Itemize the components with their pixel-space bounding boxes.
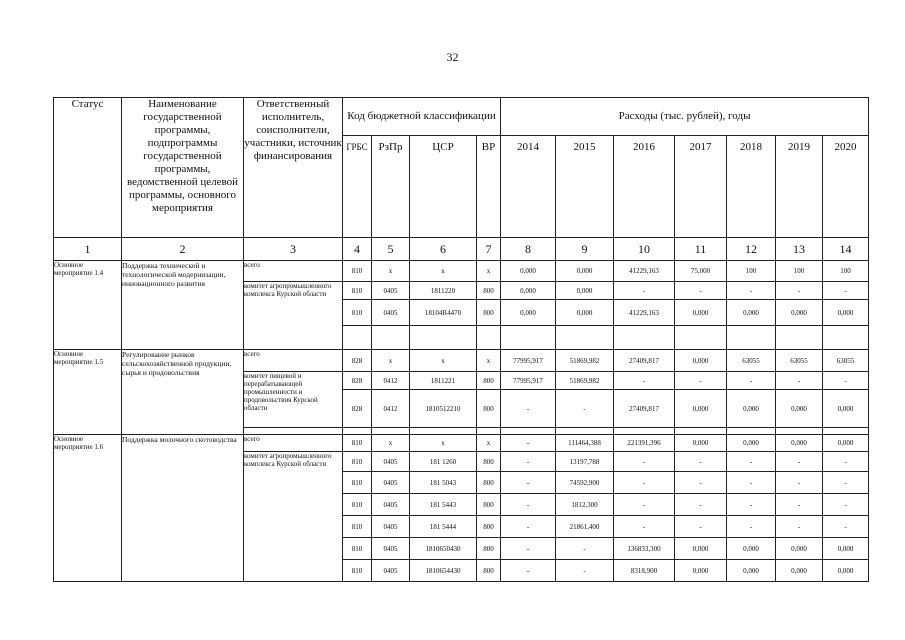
value-cell: 0,000 (727, 538, 776, 560)
value-cell: 0,000 (823, 560, 869, 582)
grbs-cell: 828 (343, 390, 372, 428)
value-cell: 21861,400 (556, 516, 614, 538)
value-cell: - (727, 494, 776, 516)
header-responsible: Ответственный исполнитель, соисполнители, участники, источник финансирования (244, 98, 343, 238)
csr-cell: х (410, 350, 477, 372)
vr-cell: х (477, 261, 501, 282)
value-cell: 13197,788 (556, 452, 614, 472)
value-cell: - (727, 452, 776, 472)
value-cell: - (614, 472, 675, 494)
value-cell: - (614, 494, 675, 516)
column-number: 10 (614, 238, 675, 261)
value-cell: 0,000 (675, 390, 727, 428)
grbs-cell: 810 (343, 516, 372, 538)
value-cell: 0,000 (776, 390, 823, 428)
value-cell: 0,000 (776, 435, 823, 452)
grbs-cell: 810 (343, 494, 372, 516)
column-number: 1 (54, 238, 122, 261)
rzpr-cell: х (372, 435, 410, 452)
value-cell: - (823, 472, 869, 494)
header-year: 2017 (675, 136, 727, 238)
group-status: Основное мероприятие 1.4 (54, 261, 122, 350)
value-cell: 8318,900 (614, 560, 675, 582)
source-cell: комитет агропромышленного комплекса Курской области (244, 452, 343, 582)
value-cell: - (614, 282, 675, 300)
value-cell: - (501, 390, 556, 428)
grbs-cell: 810 (343, 261, 372, 282)
value-cell: - (776, 472, 823, 494)
header-name: Наименование государственной программы, подпрограммы государственной программы, ведомственной целевой программы, основного мероприятия (122, 98, 244, 238)
column-number: 5 (372, 238, 410, 261)
value-cell: 0,000 (556, 300, 614, 326)
group-name: Регулирование рынков сельскохозяйственной продукции, сырья и продовольствия (122, 350, 244, 435)
rzpr-cell: х (372, 261, 410, 282)
group-status: Основное мероприятие 1.5 (54, 350, 122, 435)
value-cell: - (675, 372, 727, 390)
value-cell: 0,000 (556, 261, 614, 282)
value-cell: 74592,900 (556, 472, 614, 494)
header-year: 2014 (501, 136, 556, 238)
value-cell: - (556, 538, 614, 560)
value-cell: 41229,163 (614, 300, 675, 326)
header-grbs: ГРБС (343, 136, 372, 238)
value-cell: - (727, 372, 776, 390)
value-cell: 0,000 (823, 390, 869, 428)
group-status: Основное мероприятие 1.6 (54, 435, 122, 582)
budget-table (53, 97, 869, 582)
value-cell: 0,000 (675, 300, 727, 326)
value-cell: - (501, 452, 556, 472)
value-cell: - (675, 282, 727, 300)
value-cell: 0,000 (675, 538, 727, 560)
value-cell: - (776, 516, 823, 538)
value-cell: - (727, 516, 776, 538)
value-cell: - (776, 494, 823, 516)
header-year: 2019 (776, 136, 823, 238)
value-cell: 0,000 (776, 560, 823, 582)
value-cell: - (823, 494, 869, 516)
value-cell: - (823, 282, 869, 300)
column-number: 4 (343, 238, 372, 261)
value-cell: - (614, 372, 675, 390)
csr-cell: 1810512210 (410, 390, 477, 428)
value-cell: - (727, 282, 776, 300)
csr-cell: 181 5444 (410, 516, 477, 538)
value-cell: - (675, 516, 727, 538)
value-cell: - (501, 560, 556, 582)
value-cell: 0,000 (776, 538, 823, 560)
value-cell: 0,000 (727, 560, 776, 582)
csr-cell: 181 5043 (410, 472, 477, 494)
header-rzpr: РзПр (372, 136, 410, 238)
grbs-cell: 810 (343, 472, 372, 494)
value-cell: 0,000 (823, 300, 869, 326)
header-year: 2020 (823, 136, 869, 238)
header-expenses: Расходы (тыс. рублей), годы (501, 98, 869, 136)
value-cell: 0,000 (727, 435, 776, 452)
vr-cell: 800 (477, 560, 501, 582)
value-cell: - (776, 282, 823, 300)
value-cell: - (776, 452, 823, 472)
rzpr-cell: 0412 (372, 390, 410, 428)
value-cell: 0,000 (501, 261, 556, 282)
vr-cell: 800 (477, 472, 501, 494)
value-cell: 51869,982 (556, 350, 614, 372)
group-name: Поддержка технической и технологической модернизации, инновационного развития (122, 261, 244, 350)
value-cell: - (823, 452, 869, 472)
grbs-cell: 828 (343, 350, 372, 372)
value-cell: 1812,300 (556, 494, 614, 516)
source-cell: комитет агропромышленного комплекса Курской области (244, 282, 343, 350)
grbs-cell: 828 (343, 372, 372, 390)
value-cell: 63055 (776, 350, 823, 372)
column-number: 6 (410, 238, 477, 261)
csr-cell: 1810654430 (410, 560, 477, 582)
value-cell: - (675, 494, 727, 516)
vr-cell: 800 (477, 494, 501, 516)
vr-cell: 800 (477, 372, 501, 390)
column-number: 3 (244, 238, 343, 261)
value-cell: 0,000 (675, 560, 727, 582)
vr-cell: 800 (477, 516, 501, 538)
csr-cell: 1811220 (410, 282, 477, 300)
rzpr-cell: 0405 (372, 516, 410, 538)
grbs-cell: 810 (343, 538, 372, 560)
value-cell: - (556, 560, 614, 582)
grbs-cell: 810 (343, 452, 372, 472)
value-cell: 0,000 (727, 300, 776, 326)
vr-cell: 800 (477, 300, 501, 326)
header-csr: ЦСР (410, 136, 477, 238)
value-cell: 27409,817 (614, 390, 675, 428)
value-cell: 0,000 (823, 538, 869, 560)
csr-cell: 181 5443 (410, 494, 477, 516)
value-cell: - (727, 472, 776, 494)
csr-cell: х (410, 435, 477, 452)
value-cell: - (776, 372, 823, 390)
value-cell: 111464,388 (556, 435, 614, 452)
column-number: 11 (675, 238, 727, 261)
value-cell: 63055 (823, 350, 869, 372)
value-cell: 136833,300 (614, 538, 675, 560)
csr-cell: 18104R4470 (410, 300, 477, 326)
vr-cell: х (477, 350, 501, 372)
value-cell: 75,000 (675, 261, 727, 282)
value-cell: 221391,396 (614, 435, 675, 452)
column-number: 12 (727, 238, 776, 261)
value-cell: 77995,917 (501, 350, 556, 372)
vr-cell: 800 (477, 282, 501, 300)
header-vr: ВР (477, 136, 501, 238)
value-cell: - (614, 452, 675, 472)
value-cell: 100 (823, 261, 869, 282)
value-cell: - (675, 472, 727, 494)
value-cell: 0,000 (823, 435, 869, 452)
header-year: 2016 (614, 136, 675, 238)
grbs-cell: 810 (343, 560, 372, 582)
csr-cell: х (410, 261, 477, 282)
vr-cell: 800 (477, 390, 501, 428)
value-cell: 0,000 (501, 282, 556, 300)
page-number: 32 (446, 50, 459, 64)
value-cell: 63055 (727, 350, 776, 372)
source-cell: всего (244, 261, 343, 282)
value-cell: 100 (727, 261, 776, 282)
rzpr-cell: 0405 (372, 472, 410, 494)
csr-cell: 181 1260 (410, 452, 477, 472)
value-cell: - (501, 494, 556, 516)
source-cell: комитет пищевой и перерабатывающей промышленности и продовольствия Курской области (244, 372, 343, 428)
csr-cell: 1811221 (410, 372, 477, 390)
grbs-cell: 810 (343, 435, 372, 452)
value-cell: - (675, 452, 727, 472)
value-cell: 0,000 (501, 300, 556, 326)
value-cell: - (501, 435, 556, 452)
value-cell: 0,000 (675, 435, 727, 452)
value-cell: 0,000 (556, 282, 614, 300)
vr-cell: х (477, 435, 501, 452)
value-cell: 100 (776, 261, 823, 282)
group-name: Поддержка молочного скотоводства (122, 435, 244, 582)
column-number: 14 (823, 238, 869, 261)
grbs-cell: 810 (343, 300, 372, 326)
column-number: 9 (556, 238, 614, 261)
csr-cell: 1810650430 (410, 538, 477, 560)
value-cell: - (823, 516, 869, 538)
value-cell: - (823, 372, 869, 390)
value-cell: - (556, 390, 614, 428)
column-number: 2 (122, 238, 244, 261)
value-cell: 77995,917 (501, 372, 556, 390)
value-cell: - (501, 472, 556, 494)
source-cell: всего (244, 435, 343, 452)
column-number: 8 (501, 238, 556, 261)
rzpr-cell: х (372, 350, 410, 372)
value-cell: - (501, 516, 556, 538)
rzpr-cell: 0405 (372, 300, 410, 326)
rzpr-cell: 0405 (372, 452, 410, 472)
rzpr-cell: 0405 (372, 282, 410, 300)
header-status: Статус (54, 98, 122, 238)
rzpr-cell: 0405 (372, 494, 410, 516)
column-number: 7 (477, 238, 501, 261)
value-cell: 0,000 (727, 390, 776, 428)
rzpr-cell: 0405 (372, 538, 410, 560)
value-cell: - (501, 538, 556, 560)
value-cell: 41229,163 (614, 261, 675, 282)
value-cell: 27409,817 (614, 350, 675, 372)
value-cell: 51869,982 (556, 372, 614, 390)
value-cell: - (614, 516, 675, 538)
vr-cell: 800 (477, 538, 501, 560)
value-cell: 0,000 (776, 300, 823, 326)
rzpr-cell: 0405 (372, 560, 410, 582)
column-number: 13 (776, 238, 823, 261)
grbs-cell: 810 (343, 282, 372, 300)
vr-cell: 800 (477, 452, 501, 472)
value-cell: 0,000 (675, 350, 727, 372)
header-year: 2015 (556, 136, 614, 238)
source-cell: всего (244, 350, 343, 372)
header-budget-code: Код бюджетной классификации (343, 98, 501, 136)
rzpr-cell: 0412 (372, 372, 410, 390)
header-year: 2018 (727, 136, 776, 238)
